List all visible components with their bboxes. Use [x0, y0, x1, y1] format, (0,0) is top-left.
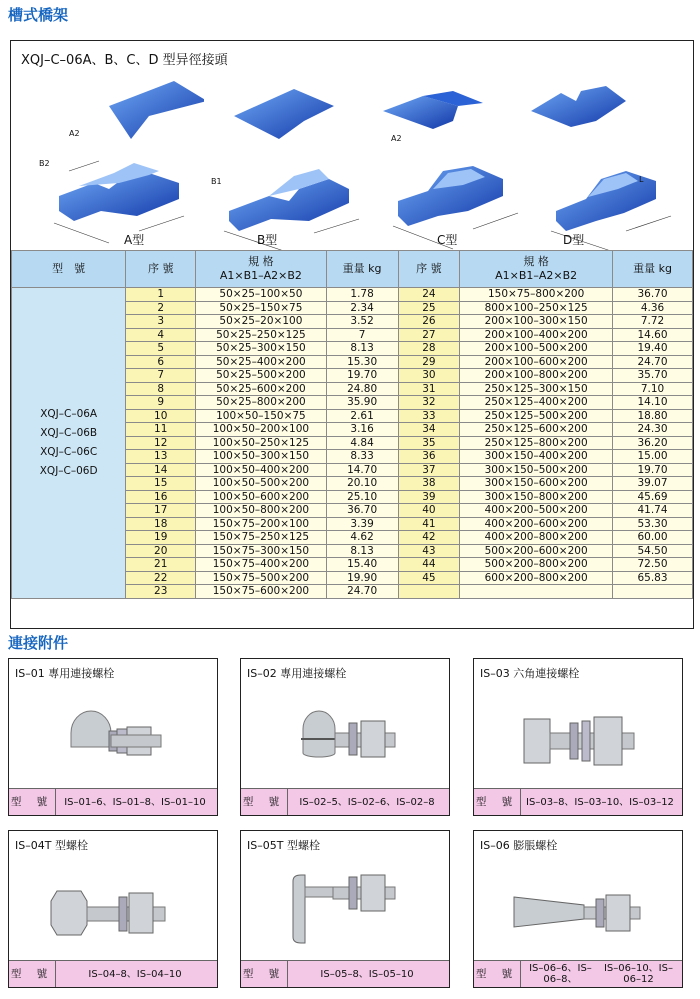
- weight-cell: 19.70: [613, 463, 693, 477]
- weight-cell: 36.20: [613, 436, 693, 450]
- spec-cell: 50×25–100×50: [196, 288, 327, 302]
- seq-cell: 21: [126, 558, 196, 572]
- t-bolt-icon: [9, 853, 217, 953]
- weight-cell: 2.61: [326, 409, 398, 423]
- seq-cell: 25: [398, 301, 460, 315]
- dim-l-d: L: [639, 175, 644, 184]
- seq-cell: 36: [398, 450, 460, 464]
- spec-cell: 300×150–500×200: [460, 463, 613, 477]
- seq-cell: 10: [126, 409, 196, 423]
- seq-cell: 31: [398, 382, 460, 396]
- header-spec-left-sub: A1×B1–A2×B2: [219, 269, 302, 282]
- weight-cell: 60.00: [613, 531, 693, 545]
- figure-b-label: B型: [257, 233, 278, 247]
- weight-cell: 39.07: [613, 477, 693, 491]
- weight-cell: 53.30: [613, 517, 693, 531]
- seq-cell: 37: [398, 463, 460, 477]
- header-weight-right: 重量 kg: [613, 251, 693, 288]
- spec-cell: 200×100–300×150: [460, 315, 613, 329]
- seq-cell: 27: [398, 328, 460, 342]
- weight-cell: 19.70: [326, 369, 398, 383]
- accessory-models: IS–03–8、IS–03–10、IS–03–12: [526, 796, 674, 808]
- t-head-bolt-icon: [241, 853, 449, 953]
- seq-cell: 41: [398, 517, 460, 531]
- weight-cell: 15.40: [326, 558, 398, 572]
- accessory-card-is05: [240, 830, 450, 988]
- spec-table: [11, 250, 693, 599]
- seq-cell: 12: [126, 436, 196, 450]
- seq-cell: 19: [126, 531, 196, 545]
- seq-cell: 2: [126, 301, 196, 315]
- weight-cell: 4.62: [326, 531, 398, 545]
- accessory-name: IS–02 專用連接螺栓: [247, 667, 347, 680]
- accessory-models: IS–02–5、IS–02–6、IS–02–8: [299, 796, 435, 808]
- seq-cell: 15: [126, 477, 196, 491]
- weight-cell: 35.90: [326, 396, 398, 410]
- weight-cell: 41.74: [613, 504, 693, 518]
- seq-cell: 30: [398, 369, 460, 383]
- spec-cell: 150×75–500×200: [196, 571, 327, 585]
- weight-cell: 36.70: [326, 504, 398, 518]
- spec-row: [12, 288, 693, 302]
- weight-cell: 24.30: [613, 423, 693, 437]
- spec-cell: 250×125–300×150: [460, 382, 613, 396]
- dim-a2-c: A2: [391, 134, 402, 143]
- spec-cell: 150×75–800×200: [460, 288, 613, 302]
- weight-cell: 45.69: [613, 490, 693, 504]
- model-name: XQJ–C–06A: [40, 407, 98, 420]
- model-name: XQJ–C–06C: [40, 445, 98, 458]
- weight-cell: 14.70: [326, 463, 398, 477]
- spec-cell: 50×25–250×125: [196, 328, 327, 342]
- accessory-models: IS–01–6、IS–01–8、IS–01–10: [64, 796, 206, 808]
- weight-cell: 18.80: [613, 409, 693, 423]
- spec-cell: 150×75–300×150: [196, 544, 327, 558]
- spec-cell: 200×100–800×200: [460, 369, 613, 383]
- spec-cell: 100×50–800×200: [196, 504, 327, 518]
- accessory-model-label: 型 號: [9, 789, 56, 815]
- spec-cell: 100×50–200×100: [196, 423, 327, 437]
- accessory-card-is02: [240, 658, 450, 816]
- weight-cell: 15.00: [613, 450, 693, 464]
- weight-cell: 7: [326, 328, 398, 342]
- accessory-name: IS–01 專用連接螺栓: [15, 667, 115, 680]
- header-spec-left-title: 規 格: [248, 255, 274, 268]
- spec-cell: 200×100–500×200: [460, 342, 613, 356]
- accessory-name: IS–03 六角連接螺栓: [480, 667, 580, 680]
- weight-cell: 1.78: [326, 288, 398, 302]
- spec-cell: 50×25–400×200: [196, 355, 327, 369]
- product-title: XQJ–C–06A、B、C、D 型异徑接頭: [21, 53, 228, 68]
- spec-cell: 200×100–400×200: [460, 328, 613, 342]
- spec-cell: 50×25–800×200: [196, 396, 327, 410]
- spec-cell: 100×50–250×125: [196, 436, 327, 450]
- header-seq-left: 序 號: [126, 251, 196, 288]
- seq-cell: 39: [398, 490, 460, 504]
- weight-cell: 3.52: [326, 315, 398, 329]
- hex-bolt-icon: [474, 681, 682, 781]
- weight-cell: 2.34: [326, 301, 398, 315]
- accessory-name: IS–06 膨脹螺栓: [480, 839, 558, 852]
- weight-cell: 24.70: [326, 585, 398, 599]
- figure-c-label: C型: [437, 233, 458, 247]
- empty-cell: [613, 585, 693, 599]
- spec-cell: 50×25–150×75: [196, 301, 327, 315]
- seq-cell: 20: [126, 544, 196, 558]
- seq-cell: 14: [126, 463, 196, 477]
- spec-cell: 100×50–500×200: [196, 477, 327, 491]
- seq-cell: 18: [126, 517, 196, 531]
- seq-cell: 7: [126, 369, 196, 383]
- carriage-bolt-icon: [9, 681, 217, 781]
- accessory-footer: [241, 960, 449, 987]
- accessory-models: IS–04–8、IS–04–10: [88, 968, 182, 980]
- spec-table-body: [12, 288, 693, 599]
- spec-cell: 250×125–400×200: [460, 396, 613, 410]
- empty-cell: [398, 585, 460, 599]
- spec-cell: 400×200–600×200: [460, 517, 613, 531]
- accessory-card-is04: [8, 830, 218, 988]
- seq-cell: 38: [398, 477, 460, 491]
- seq-cell: 4: [126, 328, 196, 342]
- header-spec-right: [460, 251, 613, 288]
- header-spec-left: [196, 251, 327, 288]
- weight-cell: 35.70: [613, 369, 693, 383]
- model-name: XQJ–C–06D: [39, 464, 98, 477]
- spec-cell: 100×50–400×200: [196, 463, 327, 477]
- seq-cell: 17: [126, 504, 196, 518]
- spec-cell: 500×200–800×200: [460, 558, 613, 572]
- weight-cell: 24.70: [613, 355, 693, 369]
- seq-cell: 43: [398, 544, 460, 558]
- seq-cell: 28: [398, 342, 460, 356]
- seq-cell: 42: [398, 531, 460, 545]
- spec-cell: 250×125–600×200: [460, 423, 613, 437]
- seq-cell: 22: [126, 571, 196, 585]
- weight-cell: 7.72: [613, 315, 693, 329]
- seq-cell: 34: [398, 423, 460, 437]
- weight-cell: 4.36: [613, 301, 693, 315]
- accessory-model-label: 型 號: [474, 961, 521, 987]
- spec-cell: 100×50–150×75: [196, 409, 327, 423]
- accessory-card-is01: [8, 658, 218, 816]
- spec-cell: 300×150–400×200: [460, 450, 613, 464]
- accessory-footer: [474, 788, 682, 815]
- seq-cell: 13: [126, 450, 196, 464]
- dim-b1-b: B1: [211, 177, 222, 186]
- spec-cell: 50×25–20×100: [196, 315, 327, 329]
- seq-cell: 3: [126, 315, 196, 329]
- spec-cell: 400×200–500×200: [460, 504, 613, 518]
- seq-cell: 23: [126, 585, 196, 599]
- accessory-name: IS–05T 型螺栓: [247, 839, 320, 852]
- weight-cell: 54.50: [613, 544, 693, 558]
- header-seq-right: 序 號: [398, 251, 460, 288]
- seq-cell: 32: [398, 396, 460, 410]
- slotted-bolt-icon: [241, 681, 449, 781]
- accessory-name: IS–04T 型螺栓: [15, 839, 88, 852]
- empty-cell: [460, 585, 613, 599]
- seq-cell: 11: [126, 423, 196, 437]
- spec-cell: 250×125–500×200: [460, 409, 613, 423]
- expansion-bolt-icon: [474, 853, 682, 953]
- spec-cell: 300×150–600×200: [460, 477, 613, 491]
- figure-d-label: D型: [563, 233, 585, 247]
- spec-cell: 150×75–600×200: [196, 585, 327, 599]
- spec-cell: 100×50–300×150: [196, 450, 327, 464]
- section-title-accessories: 連接附件: [8, 634, 69, 652]
- spec-cell: 50×25–500×200: [196, 369, 327, 383]
- weight-cell: 19.90: [326, 571, 398, 585]
- accessory-model-label: 型 號: [241, 961, 288, 987]
- weight-cell: 36.70: [613, 288, 693, 302]
- weight-cell: 4.84: [326, 436, 398, 450]
- seq-cell: 1: [126, 288, 196, 302]
- weight-cell: 20.10: [326, 477, 398, 491]
- weight-cell: 25.10: [326, 490, 398, 504]
- header-weight-left: 重量 kg: [326, 251, 398, 288]
- spec-cell: 300×150–800×200: [460, 490, 613, 504]
- seq-cell: 26: [398, 315, 460, 329]
- accessory-models-line1: IS–06–6、IS–06–8、: [529, 963, 592, 985]
- spec-cell: 150×75–400×200: [196, 558, 327, 572]
- header-spec-right-title: 規 格: [523, 255, 549, 268]
- spec-cell: 600×200–800×200: [460, 571, 613, 585]
- spec-cell: 400×200–800×200: [460, 531, 613, 545]
- seq-cell: 29: [398, 355, 460, 369]
- weight-cell: 8.13: [326, 544, 398, 558]
- seq-cell: 45: [398, 571, 460, 585]
- spec-cell: 250×125–800×200: [460, 436, 613, 450]
- spec-cell: 800×100–250×125: [460, 301, 613, 315]
- model-cell: [12, 288, 126, 599]
- accessory-models: IS–05–8、IS–05–10: [320, 968, 414, 980]
- accessory-card-is03: [473, 658, 683, 816]
- accessory-footer: [474, 960, 682, 987]
- seq-cell: 33: [398, 409, 460, 423]
- spec-cell: 150×75–200×100: [196, 517, 327, 531]
- weight-cell: 15.30: [326, 355, 398, 369]
- seq-cell: 5: [126, 342, 196, 356]
- accessory-models: [522, 961, 678, 987]
- weight-cell: 8.33: [326, 450, 398, 464]
- weight-cell: 14.60: [613, 328, 693, 342]
- weight-cell: 24.80: [326, 382, 398, 396]
- seq-cell: 16: [126, 490, 196, 504]
- accessory-card-is06: [473, 830, 683, 988]
- spec-cell: 150×75–250×125: [196, 531, 327, 545]
- figure-a-label: A型: [124, 233, 145, 247]
- weight-cell: 3.39: [326, 517, 398, 531]
- accessory-footer: [9, 788, 217, 815]
- accessory-footer: [9, 960, 217, 987]
- seq-cell: 24: [398, 288, 460, 302]
- seq-cell: 44: [398, 558, 460, 572]
- section-title-cable-tray: 槽式橋架: [8, 6, 69, 24]
- weight-cell: 65.83: [613, 571, 693, 585]
- header-spec-right-sub: A1×B1–A2×B2: [495, 269, 578, 282]
- spec-cell: 100×50–600×200: [196, 490, 327, 504]
- spec-cell: 500×200–600×200: [460, 544, 613, 558]
- spec-cell: 50×25–300×150: [196, 342, 327, 356]
- accessory-models-line2: IS–06–10、IS–06–12: [603, 963, 673, 985]
- weight-cell: 72.50: [613, 558, 693, 572]
- seq-cell: 6: [126, 355, 196, 369]
- weight-cell: 3.16: [326, 423, 398, 437]
- spec-table-header: [12, 251, 693, 288]
- weight-cell: 8.13: [326, 342, 398, 356]
- spec-cell: 200×100–600×200: [460, 355, 613, 369]
- dim-a2-a: A2: [69, 129, 80, 138]
- seq-cell: 8: [126, 382, 196, 396]
- seq-cell: 40: [398, 504, 460, 518]
- accessory-model-label: 型 號: [9, 961, 56, 987]
- model-name: XQJ–C–06B: [40, 426, 98, 439]
- product-panel: [10, 40, 694, 629]
- header-model: 型 號: [12, 251, 126, 288]
- weight-cell: 7.10: [613, 382, 693, 396]
- accessory-model-label: 型 號: [474, 789, 521, 815]
- seq-cell: 35: [398, 436, 460, 450]
- spec-cell: 50×25–600×200: [196, 382, 327, 396]
- weight-cell: 14.10: [613, 396, 693, 410]
- seq-cell: 9: [126, 396, 196, 410]
- weight-cell: 19.40: [613, 342, 693, 356]
- dim-b2-a: B2: [39, 159, 50, 168]
- accessory-footer: [241, 788, 449, 815]
- accessory-model-label: 型 號: [241, 789, 288, 815]
